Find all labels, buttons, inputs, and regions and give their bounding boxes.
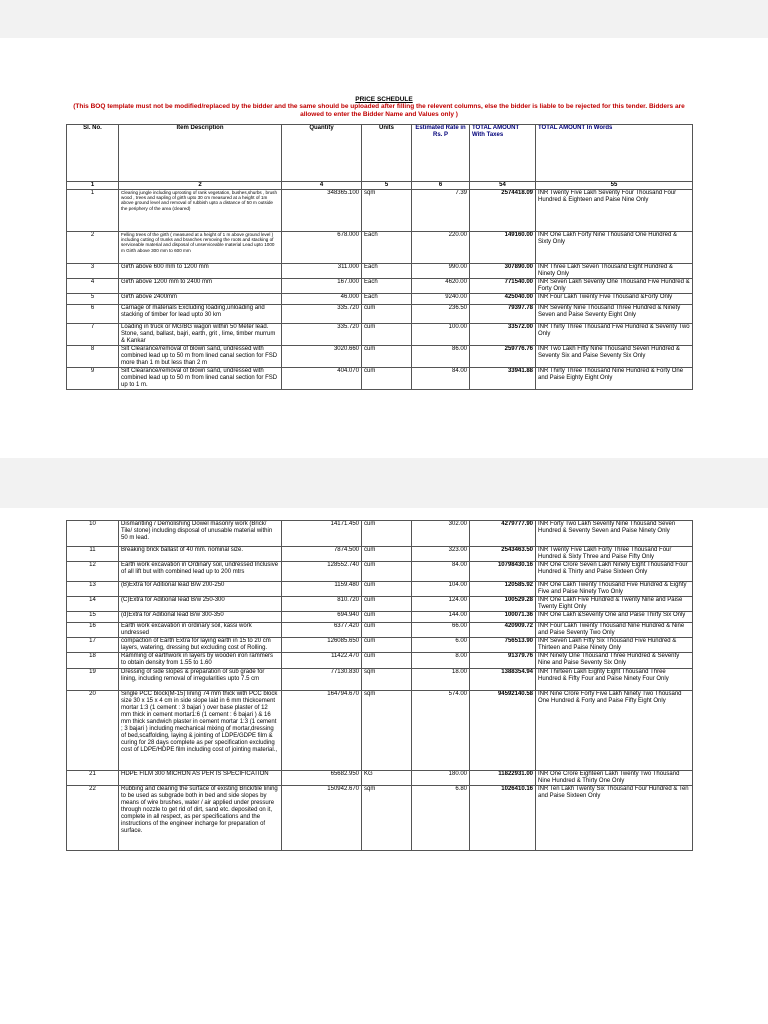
unit: cum <box>362 368 412 390</box>
amount-in-words: INR Thirty Three Thousand Five Hundred & Seventy Two Only <box>536 324 693 346</box>
estimated-rate: 9240.00 <box>412 294 470 305</box>
item-description: Carriage of materials Excluding loading,unloading and stacking of timber for lead upto 30 km <box>119 305 282 324</box>
total-amount: 79397.78 <box>470 305 536 324</box>
unit: Each <box>362 232 412 264</box>
estimated-rate: 6.00 <box>412 638 470 653</box>
item-description: Felling trees of the girth ( measured at a height of 1 m above ground level ) including cutting of trunks and branches removing the roots and stacking of serviceable material and disposal of unserviceable material Lead upto 1000 m Girth above 300 mm to 600 mm <box>119 232 282 264</box>
amount-in-words: INR Forty Two Lakh Seventy Nine Thousand Seven Hundred & Seventy Seven and Paise Ninety Only <box>536 521 693 547</box>
estimated-rate: 124.00 <box>412 597 470 612</box>
estimated-rate: 84.00 <box>412 562 470 582</box>
quantity: 348365.100 <box>282 190 362 232</box>
table-row <box>67 582 693 597</box>
estimated-rate: 323.00 <box>412 547 470 562</box>
item-description: Single PCC block(M-15) lining 74 mm thick with PCC block size 30 x 15 x 4 cm in side slope laid in 6 mm thickcement mortar 1:3 (1 cement : 3 bajari ) over base plaster of 12 mm thick in cement mortar1:6 (1 cement : 6 bajari ) & 16 mm thick sandwich plaster in cement mortar 1:3 (1 cement ; 3 bajari ) including mechanical mixing of mortar,dressing of bed,scaffolding, laying & jointing of LDPE/GDPE film & curing for 28 days complete as per specification excluding cost of LDPE/HDPE film including cost of jointing material., <box>119 691 282 771</box>
quantity: 7874.500 <box>282 547 362 562</box>
item-description: Clearing jungle including uprooting of rank vegetation, bushes,shurbs , brush wood , trees and sapling of girth upto 30 cm measured at a height of 1m above ground level and removal of rubbish upto a distance of 50 m outside the periphery of the area (cleared) <box>119 190 282 232</box>
unit: sqm <box>362 691 412 771</box>
item-description: Loading in truck or MG/BG wagon within 50 Meter lead. Stone, sand, ballast, bajri, earth, grit , lime, timber murrum & Kankar <box>119 324 282 346</box>
total-amount: 100529.28 <box>470 597 536 612</box>
serial-number: 12 <box>67 562 119 582</box>
serial-number: 11 <box>67 547 119 562</box>
serial-number: 9 <box>67 368 119 390</box>
table-row <box>67 612 693 623</box>
estimated-rate: 302.00 <box>412 521 470 547</box>
item-description: compaction of Earth Extra for laying earth in 15 to 20 cm layers, watering, dressing but excluding cost of Rolling. <box>119 638 282 653</box>
serial-number: 19 <box>67 669 119 691</box>
table-row <box>67 597 693 612</box>
serial-number: 3 <box>67 264 119 279</box>
amount-in-words: INR Nine Crore Forty Five Lakh Ninety Two Thousand One Hundred & Forty and Paise Fifty Eight Only <box>536 691 693 771</box>
unit: Each <box>362 264 412 279</box>
quantity: 65682.950 <box>282 771 362 786</box>
total-amount: 771540.00 <box>470 279 536 294</box>
estimated-rate: 6.80 <box>412 786 470 851</box>
total-amount: 33941.88 <box>470 368 536 390</box>
price-schedule-table-continued <box>66 520 693 851</box>
total-amount: 94592140.58 <box>470 691 536 771</box>
serial-number: 6 <box>67 305 119 324</box>
top-band <box>0 0 768 38</box>
unit: cum <box>362 547 412 562</box>
table-row <box>67 521 693 547</box>
total-amount: 259776.76 <box>470 346 536 368</box>
total-amount: 149160.00 <box>470 232 536 264</box>
table-row <box>67 771 693 786</box>
colnum: 6 <box>412 182 470 190</box>
quantity: 126085.650 <box>282 638 362 653</box>
total-amount: 420909.72 <box>470 623 536 638</box>
estimated-rate: 220.00 <box>412 232 470 264</box>
total-amount: 1388354.94 <box>470 669 536 691</box>
serial-number: 7 <box>67 324 119 346</box>
quantity: 335.720 <box>282 324 362 346</box>
estimated-rate: 84.00 <box>412 368 470 390</box>
estimated-rate: 100.00 <box>412 324 470 346</box>
amount-in-words: INR Four Lakh Twenty Thousand Nine Hundred & Nine and Paise Seventy Two Only <box>536 623 693 638</box>
unit: cum <box>362 597 412 612</box>
amount-in-words: INR Twenty Five Lakh Forty Three Thousand Four Hundred & Sixty Three and Paise Fifty Only <box>536 547 693 562</box>
amount-in-words: INR Thirty Three Thousand Nine Hundred & Forty One and Paise Eighty Eight Only <box>536 368 693 390</box>
table-row <box>67 264 693 279</box>
col-units: Units <box>362 125 412 182</box>
estimated-rate: 104.00 <box>412 582 470 597</box>
price-schedule-table <box>66 124 693 390</box>
quantity: 335.720 <box>282 305 362 324</box>
total-amount: 11822931.00 <box>470 771 536 786</box>
unit: Each <box>362 279 412 294</box>
amount-in-words: INR Four Lakh Twenty Five Thousand &Forty Only <box>536 294 693 305</box>
unit: cum <box>362 653 412 669</box>
item-description: Girth above 600 mm to 1200 mm <box>119 264 282 279</box>
colnum: 1 <box>67 182 119 190</box>
table-row <box>67 623 693 638</box>
amount-in-words: INR One Crore Eighteen Lakh Twenty Two Thousand Nine Hundred & Thirty One Only <box>536 771 693 786</box>
serial-number: 14 <box>67 597 119 612</box>
quantity: 3020.660 <box>282 346 362 368</box>
quantity: 150942.670 <box>282 786 362 851</box>
quantity: 164794.670 <box>282 691 362 771</box>
total-amount: 10798430.16 <box>470 562 536 582</box>
unit: Each <box>362 294 412 305</box>
estimated-rate: 8.00 <box>412 653 470 669</box>
total-amount: 4279777.90 <box>470 521 536 547</box>
col-sl: Sl. No. <box>67 125 119 182</box>
item-description: (d)Extra for Aditional lead B/w 300-350 <box>119 612 282 623</box>
page-title: PRICE SCHEDULE <box>355 96 413 103</box>
amount-in-words: INR Twenty Five Lakh Seventy Four Thousand Four Hundred & Eighteen and Paise Nine Only <box>536 190 693 232</box>
item-description: (C)Extra for Aditional lead B/w 250-300 <box>119 597 282 612</box>
page2-body <box>67 521 693 851</box>
table-row <box>67 547 693 562</box>
unit: cum <box>362 324 412 346</box>
total-amount: 1026410.16 <box>470 786 536 851</box>
quantity: 46.000 <box>282 294 362 305</box>
serial-number: 13 <box>67 582 119 597</box>
item-description: Silt Clearance/removal of blown sand, undressed with combined lead up to 50 m from lined canal section for FSD up to 1 m. <box>119 368 282 390</box>
table-row <box>67 638 693 653</box>
amount-in-words: INR Two Lakh Fifty Nine Thousand Seven Hundred & Seventy Six and Paise Seventy Six Only <box>536 346 693 368</box>
quantity: 6377.420 <box>282 623 362 638</box>
item-description: Dismantling / Demolishing Dowel masonry work (Brick/ Tile/ stone) including disposal of unusable material within 50 m lead. <box>119 521 282 547</box>
estimated-rate: 180.00 <box>412 771 470 786</box>
unit: cum <box>362 638 412 653</box>
quantity: 1159.480 <box>282 582 362 597</box>
unit: cum <box>362 612 412 623</box>
estimated-rate: 990.00 <box>412 264 470 279</box>
serial-number: 17 <box>67 638 119 653</box>
unit: cum <box>362 305 412 324</box>
table-row <box>67 653 693 669</box>
table-row <box>67 324 693 346</box>
unit: cum <box>362 562 412 582</box>
serial-number: 22 <box>67 786 119 851</box>
colnum: 54 <box>470 182 536 190</box>
serial-number: 15 <box>67 612 119 623</box>
total-amount: 120585.92 <box>470 582 536 597</box>
estimated-rate: 4620.00 <box>412 279 470 294</box>
estimated-rate: 18.00 <box>412 669 470 691</box>
col-quantity: Quantity <box>282 125 362 182</box>
boq-warning: (This BOQ template must not be modified/replaced by the bidder and the same should be uploaded after filling the relevent columns, else the bidder is liable to be rejected for this tender. Bidders are allowed to enter the Bidder Name and Values only ) <box>73 103 685 118</box>
unit: sqm <box>362 786 412 851</box>
item-description: Ramming of earthwork in layers by wooden iron rammers to obtain density from 1.55 to 1.60 <box>119 653 282 669</box>
total-amount: 33572.00 <box>470 324 536 346</box>
amount-in-words: INR One Lakh Twenty Thousand Five Hundred & Eighty Five and Paise Ninety Two Only <box>536 582 693 597</box>
amount-in-words: INR Seven Lakh Seventy One Thousand Five Hundred & Forty Only <box>536 279 693 294</box>
col-total-amount: TOTAL AMOUNT With Taxes <box>470 125 536 182</box>
table-row <box>67 562 693 582</box>
serial-number: 2 <box>67 232 119 264</box>
col-amount-words: TOTAL AMOUNT In Words <box>536 125 693 182</box>
amount-in-words: INR Ten Lakh Twenty Six Thousand Four Hundred & Ten and Paise Sixteen Only <box>536 786 693 851</box>
table-row <box>67 368 693 390</box>
quantity: 14171.450 <box>282 521 362 547</box>
estimated-rate: 66.00 <box>412 623 470 638</box>
table-row <box>67 669 693 691</box>
serial-number: 1 <box>67 190 119 232</box>
table-row <box>67 786 693 851</box>
table-row <box>67 279 693 294</box>
total-amount: 100071.36 <box>470 612 536 623</box>
col-item-description: Item Description <box>119 125 282 182</box>
estimated-rate: 144.00 <box>412 612 470 623</box>
quantity: 77130.830 <box>282 669 362 691</box>
amount-in-words: INR One Lakh Forty Nine Thousand One Hundred & Sixty Only <box>536 232 693 264</box>
total-amount: 91379.76 <box>470 653 536 669</box>
serial-number: 18 <box>67 653 119 669</box>
quantity: 167.000 <box>282 279 362 294</box>
amount-in-words: INR One Lakh Five Hundred & Twenty Nine and Paise Twenty Eight Only <box>536 597 693 612</box>
amount-in-words: INR Three Lakh Seven Thousand Eight Hundred & Ninety Only <box>536 264 693 279</box>
header-row <box>67 125 693 182</box>
item-description: Girth above 2400mm <box>119 294 282 305</box>
table-row <box>67 691 693 771</box>
unit: cum <box>362 582 412 597</box>
estimated-rate: 86.00 <box>412 346 470 368</box>
amount-in-words: INR Thirteen Lakh Eighty Eight Thousand Three Hundred & Fifty Four and Paise Ninety Four Only <box>536 669 693 691</box>
colnum: 2 <box>119 182 282 190</box>
quantity: 404.070 <box>282 368 362 390</box>
quantity: 311.000 <box>282 264 362 279</box>
quantity: 810.720 <box>282 597 362 612</box>
total-amount: 2574418.09 <box>470 190 536 232</box>
serial-number: 20 <box>67 691 119 771</box>
serial-number: 4 <box>67 279 119 294</box>
item-description: Girth above 1200 mm to 2400 mm <box>119 279 282 294</box>
amount-in-words: INR One Crore Seven Lakh Ninety Eight Thousand Four Hundred & Thirty and Paise Sixteen Only <box>536 562 693 582</box>
item-description: (B)Extra for Aditional lead B/w 200-250 <box>119 582 282 597</box>
colnum: 4 <box>282 182 362 190</box>
colnum: 55 <box>536 182 693 190</box>
page-separator <box>0 458 768 508</box>
serial-number: 8 <box>67 346 119 368</box>
estimated-rate: 236.50 <box>412 305 470 324</box>
total-amount: 425040.00 <box>470 294 536 305</box>
unit: cum <box>362 346 412 368</box>
unit: sqm <box>362 190 412 232</box>
estimated-rate: 574.00 <box>412 691 470 771</box>
unit: sqm <box>362 669 412 691</box>
item-description: Dressing of side slopes & preparation of sub grade for lining, including removal of irregularities upto 7.5 cm <box>119 669 282 691</box>
table-row <box>67 346 693 368</box>
column-number-row <box>67 182 693 190</box>
quantity: 11422.470 <box>282 653 362 669</box>
page1-body <box>67 190 693 390</box>
amount-in-words: INR One Lakh &Seventy One and Paise Thirty Six Only <box>536 612 693 623</box>
total-amount: 756513.90 <box>470 638 536 653</box>
serial-number: 21 <box>67 771 119 786</box>
item-description: Rubbing and clearing the surface of existing Brick/tile lining to be used as subgrade both in bed and side slopes by means of wire brushes, water / air applied under pressure through nozzle to get rid of dirt, sand etc. deposited on it, complete in all respect, as per specifications and the instructions of the engineer incharge for preparation of surface. <box>119 786 282 851</box>
quantity: 694.940 <box>282 612 362 623</box>
colnum: 5 <box>362 182 412 190</box>
serial-number: 16 <box>67 623 119 638</box>
amount-in-words: INR Ninety One Thousand Three Hundred & Seventy Nine and Paise Seventy Six Only <box>536 653 693 669</box>
item-description: HDPE FILM 300 MICRON AS PER IS SPECIFICATION <box>119 771 282 786</box>
serial-number: 5 <box>67 294 119 305</box>
table-row <box>67 294 693 305</box>
item-description: Earth work excavation in ordinary soil, kassi work undressed <box>119 623 282 638</box>
quantity: 128552.740 <box>282 562 362 582</box>
col-estimated-rate: Estimated Rate in Rs. P <box>412 125 470 182</box>
item-description: Silt Clearance/removal of blown sand, undressed with combined lead up to 50 m from lined canal section for FSD more than 1 m but less than 2 m <box>119 346 282 368</box>
table-row <box>67 190 693 232</box>
serial-number: 10 <box>67 521 119 547</box>
amount-in-words: INR Seventy Nine Thousand Three Hundred & Ninety Seven and Paise Seventy Eight Only <box>536 305 693 324</box>
total-amount: 2543463.50 <box>470 547 536 562</box>
table-row <box>67 305 693 324</box>
unit: KG <box>362 771 412 786</box>
item-description: Earth work excavation in Ordinary soil, undressed Inclusive of all lift but with combined lead up to 200 mtrs <box>119 562 282 582</box>
table-row <box>67 232 693 264</box>
unit: cum <box>362 521 412 547</box>
estimated-rate: 7.39 <box>412 190 470 232</box>
amount-in-words: INR Seven Lakh Fifty Six Thousand Five Hundred & Thirteen and Paise Ninety Only <box>536 638 693 653</box>
unit: cum <box>362 623 412 638</box>
item-description: Breaking brick ballast of 40 mm. nominal size. <box>119 547 282 562</box>
total-amount: 307890.00 <box>470 264 536 279</box>
quantity: 678.000 <box>282 232 362 264</box>
